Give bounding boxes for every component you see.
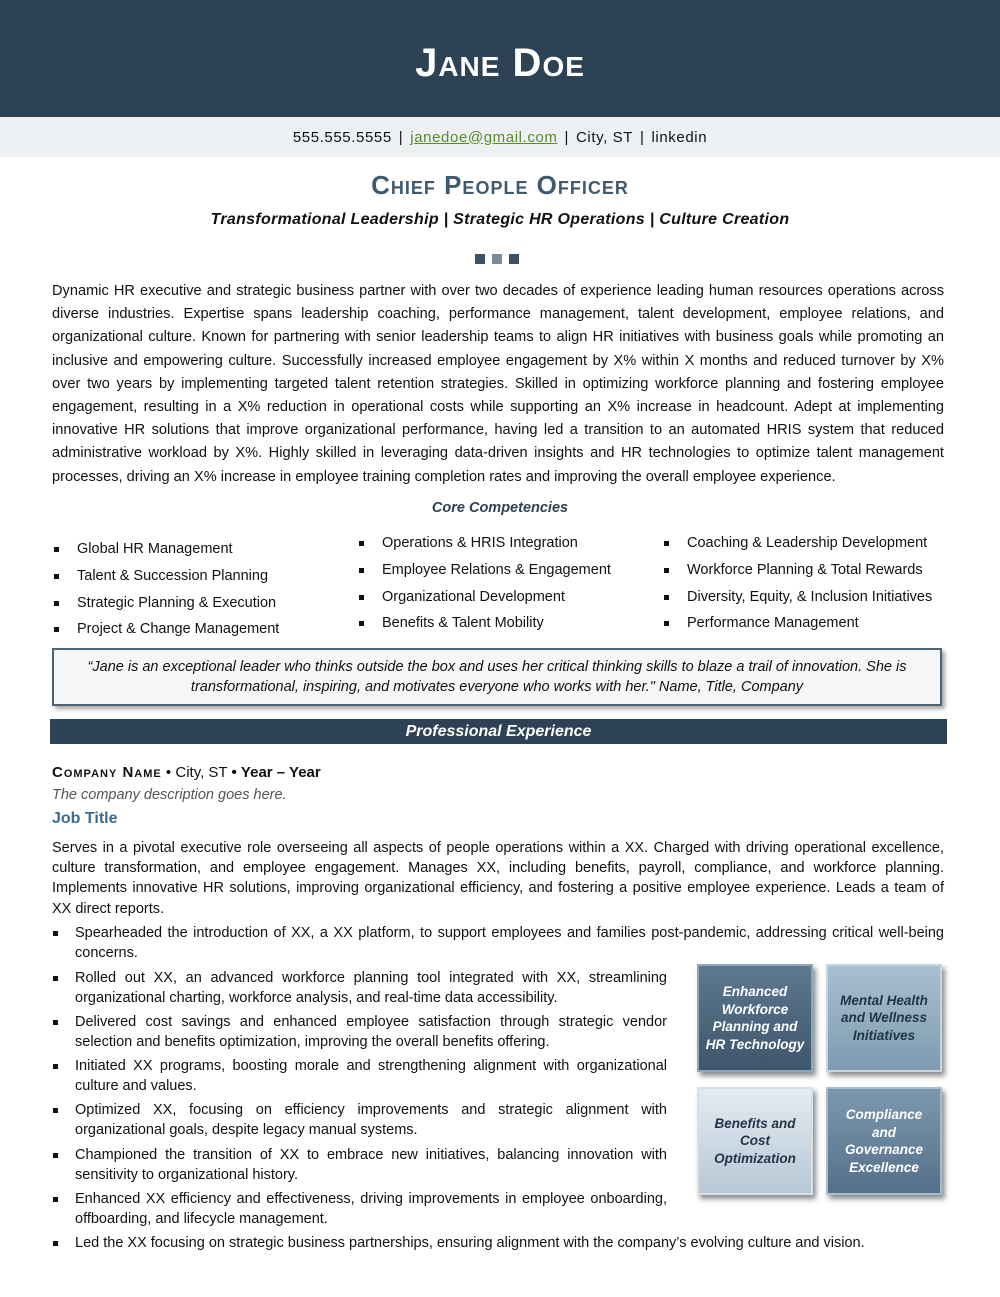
competency-column-2 [359,530,649,637]
achievement-bullet: Optimized XX, focusing on efficiency improvements and strategic alignment with organizational goals, despite legacy manual systems. [52,1100,667,1140]
role-summary: Serves in a pivotal executive role overseeing all aspects of people operations within a XX. Charged with driving operational excellence, culture transformation, and employee engagement. Manages XX, including benefits, payroll, compliance, and workforce planning. Implements innovative HR solutions, improving organizational efficiency, and fostering a positive employee experience. Leads a team of XX direct reports. [52,840,944,917]
highlight-tile [826,964,942,1072]
competency-column-3 [664,530,954,637]
achievement-bullet: Championed the transition of XX to embrace new initiatives, balancing innovation with sensitivity to organizational history. [52,1145,667,1185]
role-title: Job Title [52,810,118,827]
decorative-squares [475,254,519,264]
achievement-bullet: Delivered cost savings and enhanced employee satisfaction through strategic vendor selection and benefits optimization, improving the overall benefits offering. [52,1012,667,1052]
contact-separator: | [398,128,404,146]
bullet-separator: • [231,764,237,781]
square-icon [509,254,519,264]
achievement-bullet: Led the XX focusing on strategic business partnerships, ensuring alignment with the company’s evolving culture and vision. [52,1233,944,1253]
phone-number: 555.555.5555 [292,128,392,146]
company-line [52,764,321,781]
contact-separator: | [564,128,569,146]
highlight-tile-label: Mental Health and Wellness Initiatives [840,992,928,1043]
achievement-bullet: Spearheaded the introduction of XX, a XX platform, to support employees and families post-pandemic, addressing critical well-being concerns. [52,923,944,963]
headline-tagline: Transformational Leadership | Strategic HR Operations | Culture Creation [210,211,790,228]
company-description: The company description goes here. [52,787,287,803]
achievement-bullet: Enhanced XX efficiency and effectiveness, driving improvements in employee onboarding, offboarding, and lifecycle management. [52,1189,667,1229]
headline-title: Chief People Officer [371,170,629,200]
achievement-bullet: Rolled out XX, an advanced workforce planning tool integrated with XX, streamlining organizational charting, workforce analysis, and real-time data accessibility. [52,968,667,1008]
highlight-tile [697,1087,813,1195]
achievement-bullet: Initiated XX programs, boosting morale and strengthening alignment with organizational culture and values. [52,1056,667,1096]
competency-item: Benefits & Talent Mobility [359,610,649,637]
highlight-tile-label: Compliance and Governance Excellence [844,1107,924,1175]
candidate-name: Jane Doe [415,41,585,85]
competency-item: Project & Change Management [54,616,344,643]
competency-item: Workforce Planning & Total Rewards [664,557,954,584]
email-link[interactable]: janedoe@gmail.com [410,128,558,146]
testimonial-text: “Jane is an exceptional leader who thinks outside the box and uses her critical thinking skills to blaze a trail of innovation. She is transformational, inspiring, and motivates everyone who works with her." Name, Title, Company [87,659,907,695]
highlight-tile-label: Benefits and Cost Optimization [714,1115,796,1166]
company-name: Company Name [52,764,162,781]
linkedin-link[interactable]: linkedin [651,128,708,146]
competency-item: Diversity, Equity, & Inclusion Initiatives [664,584,954,611]
contact-bar [0,117,1000,157]
experience-section-heading: Professional Experience [50,719,947,744]
header-band [0,0,1000,117]
bullet-separator: • [165,764,172,781]
company-years: Year – Year [240,764,321,781]
competency-item: Coaching & Leadership Development [664,530,954,557]
summary-paragraph: Dynamic HR executive and strategic business partner with over two decades of experience leading human resources operations across diverse industries. Expertise spans leadership coaching, performance management, talent development, employee relations, and organizational culture. Known for partnering with senior leadership teams to align HR initiatives with business goals while promoting an inclusive and empowering culture. Successfully increased employee engagement by X% within X months and reduced turnover by X% over two years by implementing targeted talent retention strategies. Skilled in optimizing workforce planning and fostering employee engagement, resulting in a X% reduction in operational costs while supporting an X% increase in headcount. Adept at implementing innovative HR solutions that improve organizational performance, having led a transition to an automated HRIS system that reduced administrative workload by X%. Highly skilled in leveraging data-driven insights and HR technologies to optimize talent management processes, driving an X% increase in employee training completion rates and improving the overall employee experience. [52,283,944,485]
competency-item: Performance Management [664,610,954,637]
competency-item: Organizational Development [359,584,649,611]
company-location: City, ST [175,764,228,781]
competency-item: Operations & HRIS Integration [359,530,649,557]
competency-column-1 [54,536,344,643]
competency-item: Global HR Management [54,536,344,563]
testimonial-box [52,648,942,706]
square-icon [492,254,502,264]
highlight-tile-label: Enhanced Workforce Planning and HR Technology [705,984,805,1052]
highlight-tile [826,1087,942,1195]
competency-item: Talent & Succession Planning [54,563,344,590]
location: City, ST [575,128,633,146]
contact-separator: | [640,128,645,146]
square-icon [475,254,485,264]
competency-item: Strategic Planning & Execution [54,590,344,617]
competencies-heading: Core Competencies [431,500,569,516]
competency-item: Employee Relations & Engagement [359,557,649,584]
highlight-tile [697,964,813,1072]
